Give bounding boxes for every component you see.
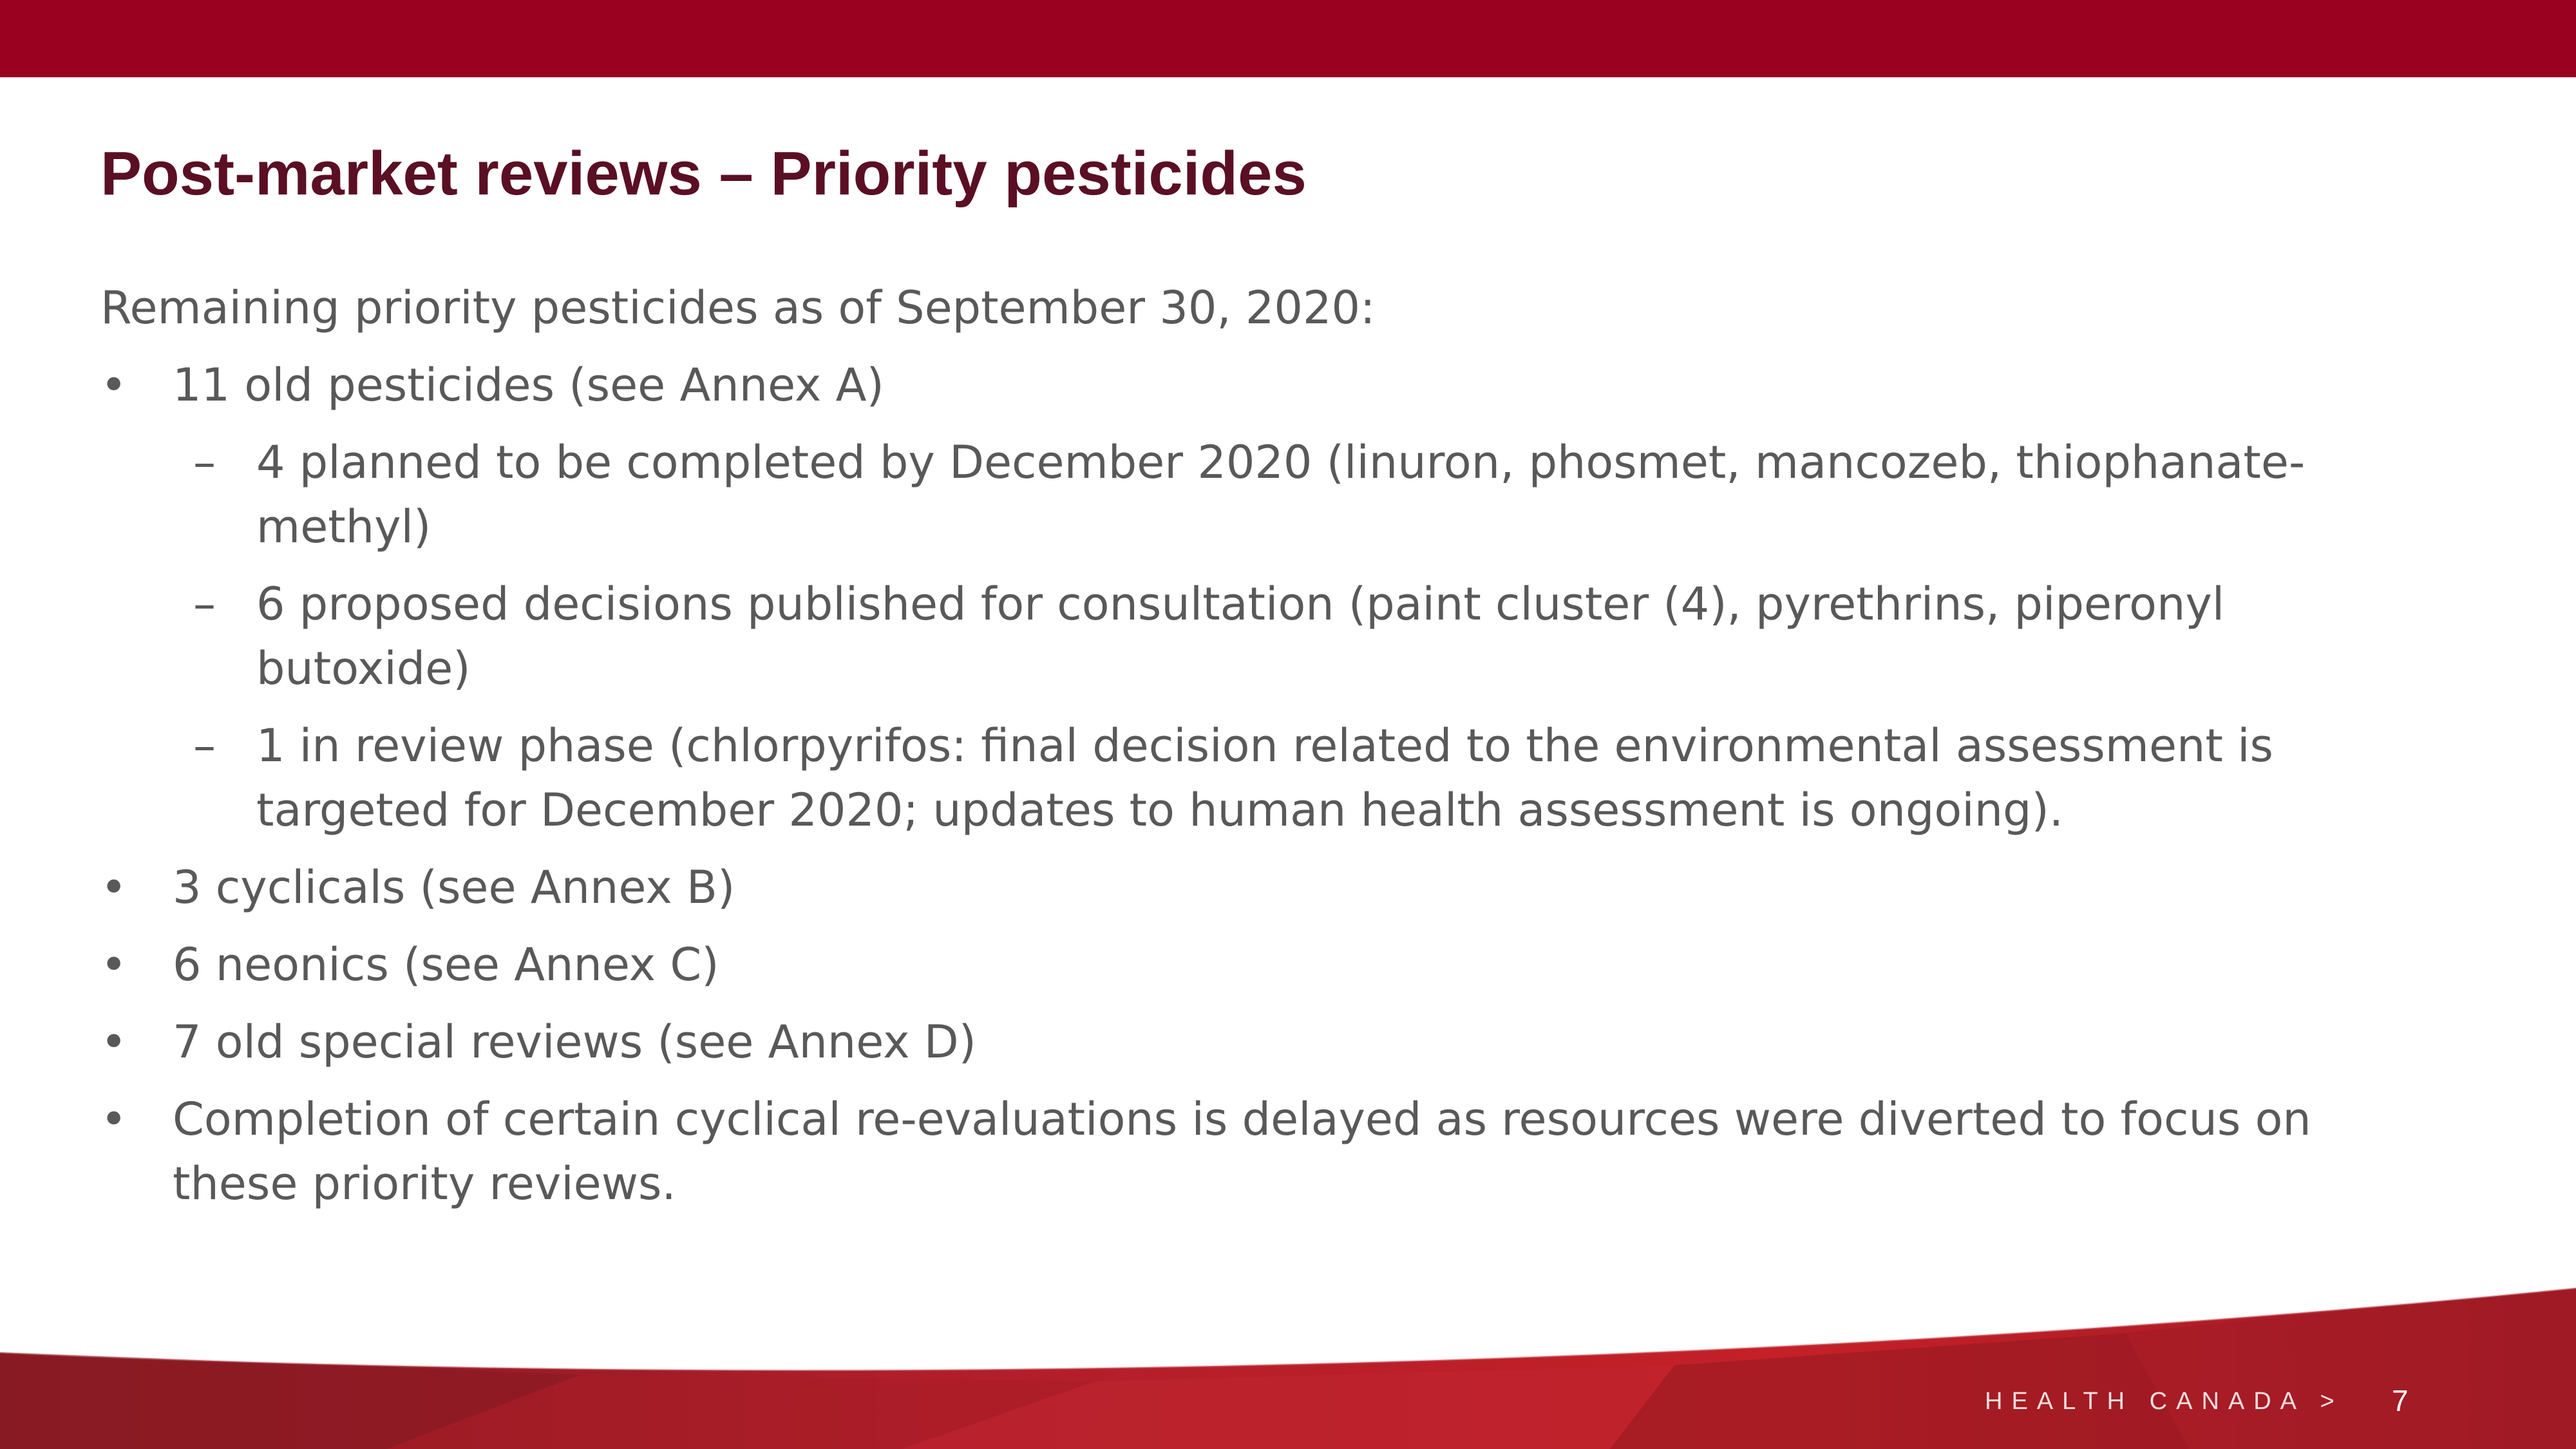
footer-band [0,1262,2576,1449]
bullet-text: 6 neonics (see Annex C) [173,938,719,991]
bullet-icon: • [100,359,128,412]
page-number: 7 [2392,1384,2409,1417]
bullet-text: 11 old pesticides (see Annex A) [173,359,884,412]
sub-bullet-list [173,430,2419,842]
bullet-icon: • [100,861,128,914]
sub-bullet-item [173,572,2419,701]
bullet-item-neonics [100,933,2419,997]
bullet-item-special-reviews [100,1010,2419,1074]
sub-bullet-text: 4 planned to be completed by December 2020 (linuron, phosmet, mancozeb, thiophanate-methyl) [256,436,2306,553]
bullet-item-completion-delay [100,1087,2419,1216]
dash-icon: – [193,719,216,772]
footer-graphic [0,1262,2576,1449]
bullet-item-cyclicals [100,855,2419,920]
bullet-icon: • [100,938,128,991]
bullet-text: Completion of certain cyclical re-evaluations is delayed as resources were diverted to focus on these priority reviews. [173,1093,2311,1210]
dash-icon: – [193,578,216,630]
intro-text: Remaining priority pesticides as of September 30, 2020: [100,281,1376,334]
bullet-text: 3 cyclicals (see Annex B) [173,861,735,914]
bullet-icon: • [100,1016,128,1068]
sub-bullet-item [173,430,2419,559]
footer-facet [2125,1288,2576,1449]
bullet-list [100,353,2419,1216]
slide-body [100,276,2419,1229]
sub-bullet-text: 6 proposed decisions published for consultation (paint cluster (4), pyrethrins, piperonyl butoxide) [256,578,2225,695]
footer-brand-text: HEALTH CANADA > [1985,1388,2344,1415]
bullet-icon: • [100,1093,128,1146]
top-banner [0,0,2576,77]
sub-bullet-text: 1 in review phase (chlorpyrifos: final decision related to the environmental assessment is targeted for December 2020; updates to human health assessment is ongoing). [256,719,2273,837]
bullet-text: 7 old special reviews (see Annex D) [173,1016,976,1068]
slide-title: Post-market reviews – Priority pesticides [100,139,1307,208]
dash-icon: – [193,436,216,489]
bullet-item-old-pesticides [100,353,2419,842]
sub-bullet-item [173,714,2419,842]
